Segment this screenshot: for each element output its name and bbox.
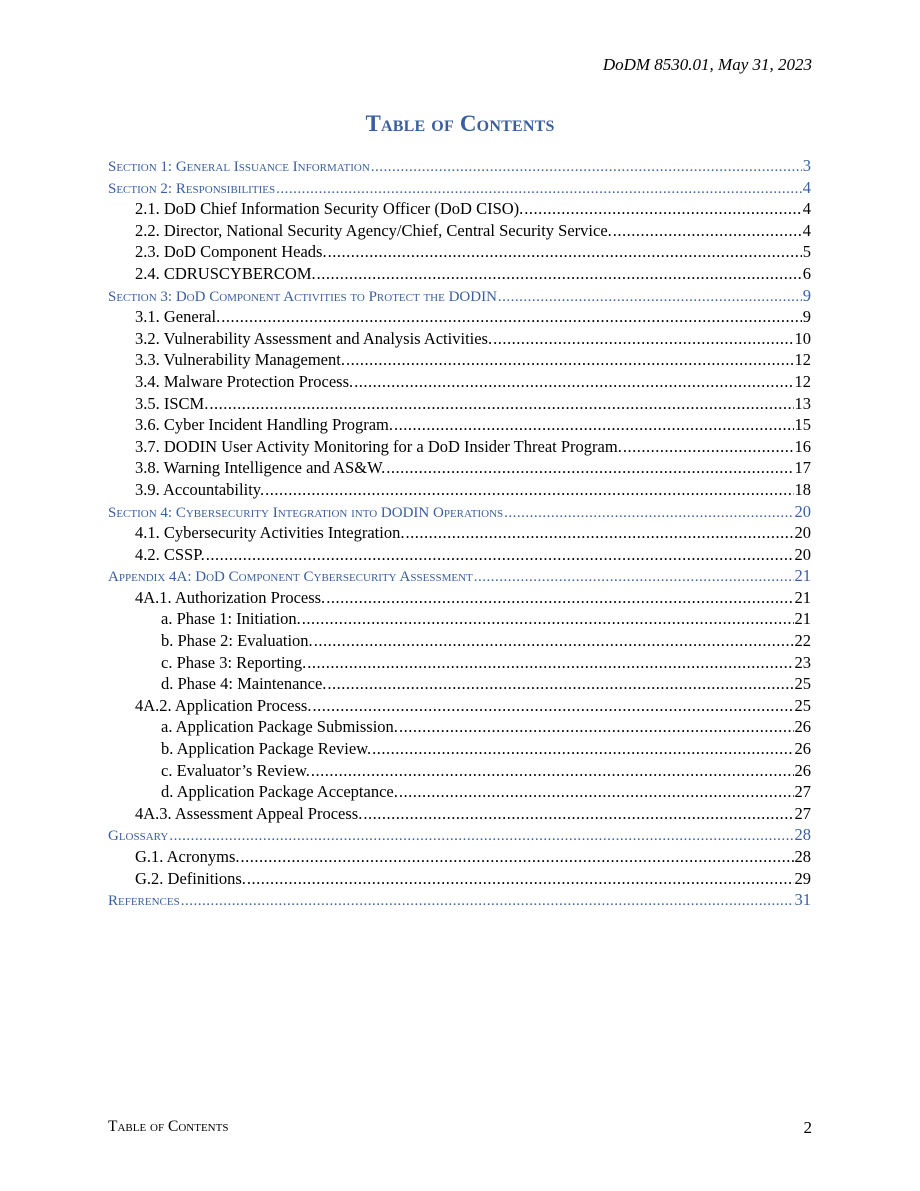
- toc-page-number: 20: [794, 501, 811, 521]
- toc-entry-label: c. Phase 3: Reporting.: [161, 652, 307, 672]
- toc-entry-link[interactable]: [108, 761, 811, 783]
- toc-entry-label: Section 2: Responsibilities: [108, 180, 276, 197]
- toc-page-number: 4: [802, 199, 811, 219]
- toc-entry-label: 3.8. Warning Intelligence and AS&W.: [135, 458, 386, 478]
- dot-leader: [405, 523, 793, 543]
- toc-page-number: 20: [794, 544, 811, 564]
- dot-leader: [276, 181, 802, 198]
- toc-entry-label: b. Application Package Review.: [161, 739, 372, 759]
- toc-entry-link[interactable]: [108, 415, 811, 437]
- footer-section-name: Table of Contents: [108, 1118, 229, 1135]
- toc-page-number: 17: [794, 458, 811, 478]
- toc-entry-label: 2.3. DoD Component Heads.: [135, 242, 327, 262]
- toc-entry-label: 3.5. ISCM.: [135, 393, 209, 413]
- toc-page-number: 21: [794, 609, 811, 629]
- toc-entry-link[interactable]: [108, 804, 811, 826]
- toc-entry-label: G.1. Acronyms.: [135, 847, 240, 866]
- dot-leader: [386, 458, 793, 478]
- toc-entry-label: Section 1: General Issuance Information: [108, 159, 370, 175]
- toc-section-link[interactable]: [108, 825, 811, 847]
- toc-entry-link[interactable]: [108, 631, 811, 653]
- toc-page-number: 9: [802, 307, 811, 327]
- toc-entry-label: 3.7. DODIN User Activity Monitoring for a DoD Insider Threat Program.: [135, 436, 622, 456]
- toc-entry-link[interactable]: [108, 437, 811, 459]
- toc-page-number: 15: [794, 415, 811, 435]
- toc-entry-label: 3.2. Vulnerability Assessment and Analysis Activities.: [135, 328, 493, 348]
- dot-leader: [312, 696, 793, 716]
- toc-page-number: 26: [794, 717, 811, 737]
- toc-entry-link[interactable]: [108, 199, 811, 221]
- toc-entry-label: References: [108, 893, 180, 910]
- dot-leader: [354, 372, 793, 392]
- toc-entry-link[interactable]: [108, 523, 811, 545]
- toc-entry-label: 2.2. Director, National Security Agency/Chief, Central Security Service.: [135, 220, 612, 240]
- dot-leader: [221, 307, 802, 327]
- dot-leader: [493, 329, 793, 349]
- toc-entry-label: a. Phase 1: Initiation.: [161, 609, 301, 629]
- toc-page-number: 28: [794, 847, 811, 866]
- toc-entry-link[interactable]: [108, 394, 811, 416]
- toc-entry-label: 3.6. Cyber Incident Handling Program.: [135, 415, 393, 435]
- toc-entry-label: 4A.2. Application Process.: [135, 695, 312, 715]
- dot-leader: [317, 264, 802, 284]
- dot-leader: [399, 782, 794, 802]
- toc-entry-link[interactable]: [108, 307, 811, 329]
- toc-entry-label: 4.1. Cybersecurity Activities Integration.: [135, 523, 405, 543]
- toc-page-number: 16: [794, 436, 811, 456]
- dot-leader: [209, 394, 793, 414]
- toc-page-number: 23: [794, 652, 811, 672]
- dot-leader: [394, 415, 794, 435]
- toc-entry-link[interactable]: [108, 782, 811, 804]
- dot-leader: [474, 569, 794, 586]
- toc-page-number: 10: [794, 328, 811, 348]
- toc-entry-label: 3.3. Vulnerability Management.: [135, 350, 345, 370]
- toc-page-number: 3: [802, 156, 811, 175]
- toc-entry-link[interactable]: [108, 242, 811, 264]
- toc-entry-link[interactable]: [108, 372, 811, 394]
- toc-entry-link[interactable]: [108, 739, 811, 761]
- dot-leader: [247, 869, 794, 889]
- dot-leader: [498, 289, 802, 306]
- toc-entry-label: b. Phase 2: Evaluation.: [161, 631, 313, 651]
- toc-page-number: 26: [794, 760, 811, 780]
- dot-leader: [206, 545, 794, 565]
- toc-entry-label: 2.4. CDRUSCYBERCOM.: [135, 263, 316, 283]
- toc-entry-link[interactable]: [108, 221, 811, 243]
- toc-entry-label: 3.4. Malware Protection Process.: [135, 371, 354, 391]
- toc-entry-link[interactable]: [108, 847, 811, 869]
- toc-page-number: 5: [802, 242, 811, 262]
- toc-entry-link[interactable]: [108, 869, 811, 891]
- dot-leader: [371, 159, 802, 176]
- toc-entry-link[interactable]: [108, 588, 811, 610]
- toc-entry-label: 4.2. CSSP.: [135, 544, 205, 564]
- toc-entry-label: 3.9. Accountability.: [135, 479, 265, 499]
- toc-entry-label: 4A.1. Authorization Process.: [135, 587, 326, 607]
- dot-leader: [524, 199, 801, 219]
- toc-entry-link[interactable]: [108, 480, 811, 502]
- dot-leader: [346, 350, 794, 370]
- toc-page-number: 25: [794, 695, 811, 715]
- toc-page-number: 12: [794, 350, 811, 370]
- toc-entry-link[interactable]: [108, 350, 811, 372]
- toc-entry-link[interactable]: [108, 717, 811, 739]
- toc-page-number: 6: [802, 263, 811, 283]
- toc-entry-link[interactable]: [108, 545, 811, 567]
- toc-entry-label: Appendix 4A: DoD Component Cybersecurity Assessment: [108, 569, 473, 586]
- dot-leader: [623, 437, 794, 457]
- toc-entry-link[interactable]: [108, 458, 811, 480]
- toc-entry-link[interactable]: [108, 653, 811, 675]
- toc-entry-label: c. Evaluator’s Review.: [161, 760, 310, 780]
- toc-section-link[interactable]: [108, 566, 811, 588]
- toc-entry-label: G.2. Definitions.: [135, 868, 246, 888]
- toc-page-number: 13: [794, 393, 811, 413]
- toc-entry-label: Glossary: [108, 828, 169, 845]
- dot-leader: [327, 674, 793, 694]
- toc-section-link[interactable]: [108, 890, 811, 912]
- dot-leader: [504, 505, 793, 522]
- dot-leader: [241, 847, 794, 867]
- dot-leader: [613, 221, 802, 241]
- dot-leader: [265, 480, 793, 500]
- toc-page-number: 29: [794, 868, 811, 888]
- dot-leader: [311, 761, 794, 781]
- toc-page-number: 4: [802, 177, 811, 197]
- toc-entry-label: 4A.3. Assessment Appeal Process.: [135, 803, 363, 823]
- toc-entry-link[interactable]: [108, 329, 811, 351]
- toc-page-number: 27: [794, 803, 811, 823]
- toc-page-number: 4: [802, 220, 811, 240]
- dot-leader: [399, 717, 794, 737]
- toc-entry-link[interactable]: [108, 609, 811, 631]
- toc-page-number: 18: [794, 479, 811, 499]
- dot-leader: [372, 739, 793, 759]
- toc-entry-link[interactable]: [108, 696, 811, 718]
- toc-section-link[interactable]: [108, 286, 811, 308]
- dot-leader: [181, 893, 794, 910]
- dot-leader: [363, 804, 793, 824]
- toc-entry-label: Section 4: Cybersecurity Integration into DODIN Operations: [108, 504, 504, 521]
- page-title: Table of Contents: [365, 111, 555, 136]
- toc-entry-label: Section 3: DoD Component Activities to Protect the DODIN: [108, 288, 497, 305]
- toc-page-number: 31: [794, 890, 811, 910]
- toc-section-link[interactable]: [108, 178, 811, 200]
- toc-entry-label: 3.1. General.: [135, 307, 221, 327]
- table-of-contents: [108, 156, 811, 912]
- toc-entry-label: 2.1. DoD Chief Information Security Officer (DoD CISO).: [135, 199, 524, 219]
- toc-page-number: 9: [802, 285, 811, 305]
- toc-page-number: 26: [794, 739, 811, 759]
- toc-section-link[interactable]: [108, 502, 811, 524]
- running-head: DoDM 8530.01, May 31, 2023: [602, 55, 812, 74]
- dot-leader: [328, 242, 802, 262]
- toc-entry-link[interactable]: [108, 674, 811, 696]
- toc-entry-link[interactable]: [108, 264, 811, 286]
- toc-section-link[interactable]: [108, 156, 811, 178]
- toc-entry-label: a. Application Package Submission.: [161, 717, 398, 737]
- toc-page-number: 28: [794, 825, 811, 845]
- toc-page-number: 20: [794, 523, 811, 543]
- toc-page-number: 22: [794, 631, 811, 651]
- dot-leader: [307, 653, 793, 673]
- toc-entry-label: d. Application Package Acceptance.: [161, 782, 398, 802]
- toc-page-number: 21: [794, 566, 811, 586]
- toc-page-number: 25: [794, 674, 811, 694]
- toc-page-number: 27: [794, 782, 811, 802]
- toc-page-number: 21: [794, 587, 811, 607]
- dot-leader: [169, 828, 793, 845]
- toc-entry-label: d. Phase 4: Maintenance.: [161, 674, 327, 694]
- dot-leader: [302, 609, 794, 629]
- dot-leader: [314, 631, 794, 651]
- footer-page-number: 2: [803, 1118, 812, 1137]
- dot-leader: [326, 588, 793, 608]
- toc-page-number: 12: [794, 371, 811, 391]
